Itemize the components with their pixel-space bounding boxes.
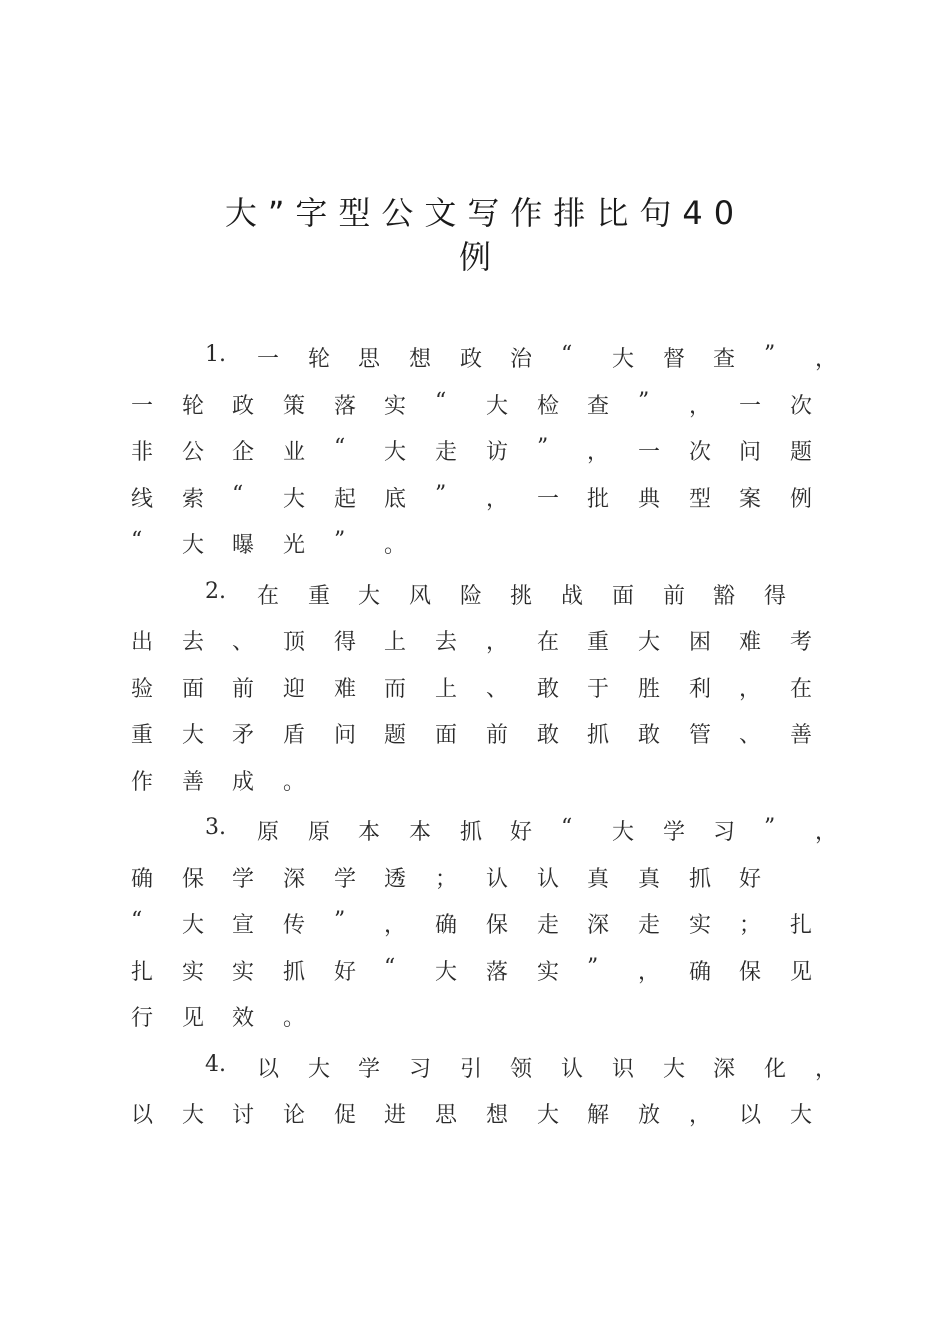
text-char: 成 — [232, 770, 255, 795]
text-char: 重 — [308, 584, 331, 609]
paragraph-line — [0, 718, 950, 758]
text-char: 企 — [232, 440, 255, 465]
text-char: 深 — [587, 913, 610, 938]
paragraph-first-line — [0, 342, 950, 382]
text-char: 大 — [537, 1103, 560, 1128]
text-char: 题 — [384, 723, 407, 748]
paragraph-number: 3. — [205, 815, 226, 840]
text-char: 抓 — [689, 867, 712, 892]
text-char: 抓 — [587, 723, 610, 748]
text-char: 考 — [790, 630, 813, 655]
text-char: 确 — [131, 867, 154, 892]
text-char: 大 — [663, 1057, 686, 1082]
paragraph-line — [0, 435, 950, 475]
text-char: 识 — [612, 1057, 635, 1082]
text-char: 迎 — [283, 677, 306, 702]
text-char: 走 — [638, 913, 661, 938]
text-char: 促 — [334, 1103, 357, 1128]
text-char: 治 — [510, 347, 533, 372]
text-char: 敢 — [537, 677, 560, 702]
text-char: “ — [334, 435, 346, 460]
text-char: 学 — [663, 820, 686, 845]
text-char: 政 — [460, 347, 483, 372]
text-char: “ — [131, 528, 143, 553]
text-char: 敢 — [638, 723, 661, 748]
text-char: 得 — [764, 584, 787, 609]
paragraph-line — [0, 625, 950, 665]
text-char: ； — [435, 867, 458, 892]
text-char: 前 — [486, 723, 509, 748]
text-char: 矛 — [232, 723, 255, 748]
text-char: 传 — [283, 913, 306, 938]
text-char: 实 — [384, 394, 407, 419]
text-char: “ — [561, 342, 573, 367]
text-char: 思 — [358, 347, 381, 372]
text-char: 轮 — [308, 347, 331, 372]
paragraph-line — [0, 528, 950, 568]
text-char: 扎 — [790, 913, 813, 938]
text-char: 前 — [232, 677, 255, 702]
text-char: ” — [334, 908, 346, 933]
text-char: 上 — [435, 677, 458, 702]
text-char: 学 — [358, 1057, 381, 1082]
text-char: 行 — [131, 1006, 154, 1031]
text-char: 善 — [790, 723, 813, 748]
text-char: 战 — [561, 584, 584, 609]
text-char: 认 — [486, 867, 509, 892]
text-char: 保 — [739, 960, 762, 985]
text-char: 思 — [435, 1103, 458, 1128]
text-char: 风 — [409, 584, 432, 609]
text-char: 例 — [790, 487, 813, 512]
text-char: 大 — [486, 394, 509, 419]
text-char: 确 — [689, 960, 712, 985]
paragraph-number: 2. — [205, 579, 226, 604]
text-char: 保 — [182, 867, 205, 892]
text-char: 解 — [587, 1103, 610, 1128]
text-char: 大 — [612, 347, 635, 372]
text-char: 效 — [232, 1006, 255, 1031]
text-char: 深 — [283, 867, 306, 892]
text-char: 、 — [739, 723, 762, 748]
text-char: 大 — [638, 630, 661, 655]
paragraph-line — [0, 1001, 950, 1041]
paragraph-line — [0, 389, 950, 429]
text-char: 大 — [283, 487, 306, 512]
text-char: 光 — [283, 533, 306, 558]
text-char: 面 — [612, 584, 635, 609]
text-char: 见 — [790, 960, 813, 985]
text-char: 管 — [689, 723, 712, 748]
text-char: ” — [587, 955, 599, 980]
text-char: 习 — [713, 820, 736, 845]
text-char: 线 — [131, 487, 154, 512]
paragraph-line — [0, 1098, 950, 1138]
text-char: 去 — [182, 630, 205, 655]
text-char: 大 — [435, 960, 458, 985]
paragraph-line — [0, 908, 950, 948]
text-char: 大 — [182, 1103, 205, 1128]
text-char: 以 — [257, 1057, 280, 1082]
text-char: 原 — [308, 820, 331, 845]
text-char: ， — [486, 487, 509, 512]
text-char: ， — [384, 913, 407, 938]
text-char: 扎 — [131, 960, 154, 985]
text-char: 难 — [739, 630, 762, 655]
text-char: ， — [815, 820, 838, 845]
text-char: 深 — [713, 1057, 736, 1082]
paragraph-first-line — [0, 1052, 950, 1092]
text-char: 豁 — [713, 584, 736, 609]
text-char: 化 — [764, 1057, 787, 1082]
text-char: 次 — [790, 394, 813, 419]
text-char: 上 — [384, 630, 407, 655]
text-char: 检 — [537, 394, 560, 419]
text-char: 督 — [663, 347, 686, 372]
text-char: 领 — [510, 1057, 533, 1082]
text-char: 学 — [232, 867, 255, 892]
text-char: 一 — [131, 394, 154, 419]
text-char: 抓 — [460, 820, 483, 845]
text-char: 胜 — [638, 677, 661, 702]
text-char: 次 — [689, 440, 712, 465]
text-char: 一 — [257, 347, 280, 372]
text-char: “ — [561, 815, 573, 840]
text-char: 型 — [689, 487, 712, 512]
text-char: 困 — [689, 630, 712, 655]
text-char: 实 — [537, 960, 560, 985]
text-char: 轮 — [182, 394, 205, 419]
text-char: 顶 — [283, 630, 306, 655]
text-char: 。 — [283, 1006, 306, 1031]
text-char: 查 — [713, 347, 736, 372]
text-char: 大 — [790, 1103, 813, 1128]
text-char: ” — [537, 435, 549, 460]
text-char: 访 — [486, 440, 509, 465]
text-char: 论 — [283, 1103, 306, 1128]
text-char: 问 — [334, 723, 357, 748]
text-char: 难 — [334, 677, 357, 702]
paragraph-first-line — [0, 815, 950, 855]
text-char: 原 — [257, 820, 280, 845]
text-char: 于 — [587, 677, 610, 702]
text-char: 得 — [334, 630, 357, 655]
text-char: ” — [334, 528, 346, 553]
text-char: 想 — [486, 1103, 509, 1128]
text-char: 险 — [460, 584, 483, 609]
text-char: 落 — [334, 394, 357, 419]
text-char: 。 — [384, 533, 407, 558]
text-char: 以 — [131, 1103, 154, 1128]
text-char: 走 — [537, 913, 560, 938]
text-char: 见 — [182, 1006, 205, 1031]
text-char: 典 — [638, 487, 661, 512]
text-char: ， — [815, 347, 838, 372]
document-title-line-1: 大”字型公文写作排比句40 — [224, 194, 746, 232]
document-title-line-2: 例 — [458, 238, 491, 276]
text-char: 在 — [790, 677, 813, 702]
text-char: 一 — [638, 440, 661, 465]
text-char: 在 — [537, 630, 560, 655]
text-char: 策 — [283, 394, 306, 419]
text-char: 。 — [283, 770, 306, 795]
text-char: 而 — [384, 677, 407, 702]
text-char: 出 — [131, 630, 154, 655]
text-char: 非 — [131, 440, 154, 465]
text-char: 透 — [384, 867, 407, 892]
text-char: 本 — [358, 820, 381, 845]
text-char: 真 — [638, 867, 661, 892]
text-char: 实 — [689, 913, 712, 938]
text-char: 大 — [308, 1057, 331, 1082]
text-char: 保 — [486, 913, 509, 938]
text-char: 政 — [232, 394, 255, 419]
text-char: 习 — [409, 1057, 432, 1082]
text-char: 前 — [663, 584, 686, 609]
paragraph-number: 1. — [205, 342, 226, 367]
text-char: 确 — [435, 913, 458, 938]
paragraph-first-line — [0, 579, 950, 619]
text-char: 去 — [435, 630, 458, 655]
text-char: 索 — [182, 487, 205, 512]
paragraph-line — [0, 672, 950, 712]
text-char: 实 — [232, 960, 255, 985]
text-char: 认 — [537, 867, 560, 892]
text-char: 底 — [384, 487, 407, 512]
text-char: 引 — [460, 1057, 483, 1082]
text-char: 挑 — [510, 584, 533, 609]
text-char: “ — [384, 955, 396, 980]
text-char: 真 — [587, 867, 610, 892]
text-char: 大 — [182, 723, 205, 748]
text-char: 走 — [435, 440, 458, 465]
text-char: ， — [486, 630, 509, 655]
text-char: 在 — [257, 584, 280, 609]
text-char: 、 — [232, 630, 255, 655]
paragraph-number: 4. — [205, 1052, 226, 1077]
text-char: 一 — [537, 487, 560, 512]
text-char: 大 — [182, 533, 205, 558]
text-char: 本 — [409, 820, 432, 845]
paragraph-line — [0, 955, 950, 995]
text-char: 公 — [182, 440, 205, 465]
text-char: 好 — [510, 820, 533, 845]
text-char: 以 — [739, 1103, 762, 1128]
text-char: 起 — [334, 487, 357, 512]
text-char: ， — [739, 677, 762, 702]
paragraph-line — [0, 482, 950, 522]
text-char: 学 — [334, 867, 357, 892]
text-char: “ — [131, 908, 143, 933]
text-char: 进 — [384, 1103, 407, 1128]
text-char: 利 — [689, 677, 712, 702]
text-char: ； — [739, 913, 762, 938]
text-char: 落 — [486, 960, 509, 985]
text-char: 面 — [182, 677, 205, 702]
text-char: 面 — [435, 723, 458, 748]
text-char: ， — [587, 440, 610, 465]
text-char: 问 — [739, 440, 762, 465]
text-char: 实 — [182, 960, 205, 985]
text-char: 宣 — [232, 913, 255, 938]
text-char: ” — [764, 815, 776, 840]
text-char: 查 — [587, 394, 610, 419]
text-char: 验 — [131, 677, 154, 702]
text-char: 大 — [358, 584, 381, 609]
text-char: “ — [232, 482, 244, 507]
text-char: ， — [689, 394, 712, 419]
text-char: ” — [764, 342, 776, 367]
text-char: “ — [435, 389, 447, 414]
text-char: 好 — [739, 867, 762, 892]
text-char: 大 — [612, 820, 635, 845]
text-char: 曝 — [232, 533, 255, 558]
text-char: 题 — [790, 440, 813, 465]
text-char: 大 — [182, 913, 205, 938]
text-char: 业 — [283, 440, 306, 465]
text-char: 案 — [739, 487, 762, 512]
text-char: 抓 — [283, 960, 306, 985]
text-char: 想 — [409, 347, 432, 372]
text-char: 盾 — [283, 723, 306, 748]
text-char: ” — [638, 389, 650, 414]
paragraph-line — [0, 862, 950, 902]
text-char: 重 — [587, 630, 610, 655]
text-char: 作 — [131, 770, 154, 795]
text-char: 认 — [561, 1057, 584, 1082]
text-char: 批 — [587, 487, 610, 512]
text-char: ” — [435, 482, 447, 507]
text-char: ， — [815, 1057, 838, 1082]
text-char: 放 — [638, 1103, 661, 1128]
paragraph-line — [0, 765, 950, 805]
text-char: 好 — [334, 960, 357, 985]
text-char: 善 — [182, 770, 205, 795]
text-char: 敢 — [537, 723, 560, 748]
text-char: ， — [689, 1103, 712, 1128]
text-char: 、 — [486, 677, 509, 702]
text-char: ， — [638, 960, 661, 985]
text-char: 一 — [739, 394, 762, 419]
text-char: 大 — [384, 440, 407, 465]
text-char: 重 — [131, 723, 154, 748]
text-char: 讨 — [232, 1103, 255, 1128]
